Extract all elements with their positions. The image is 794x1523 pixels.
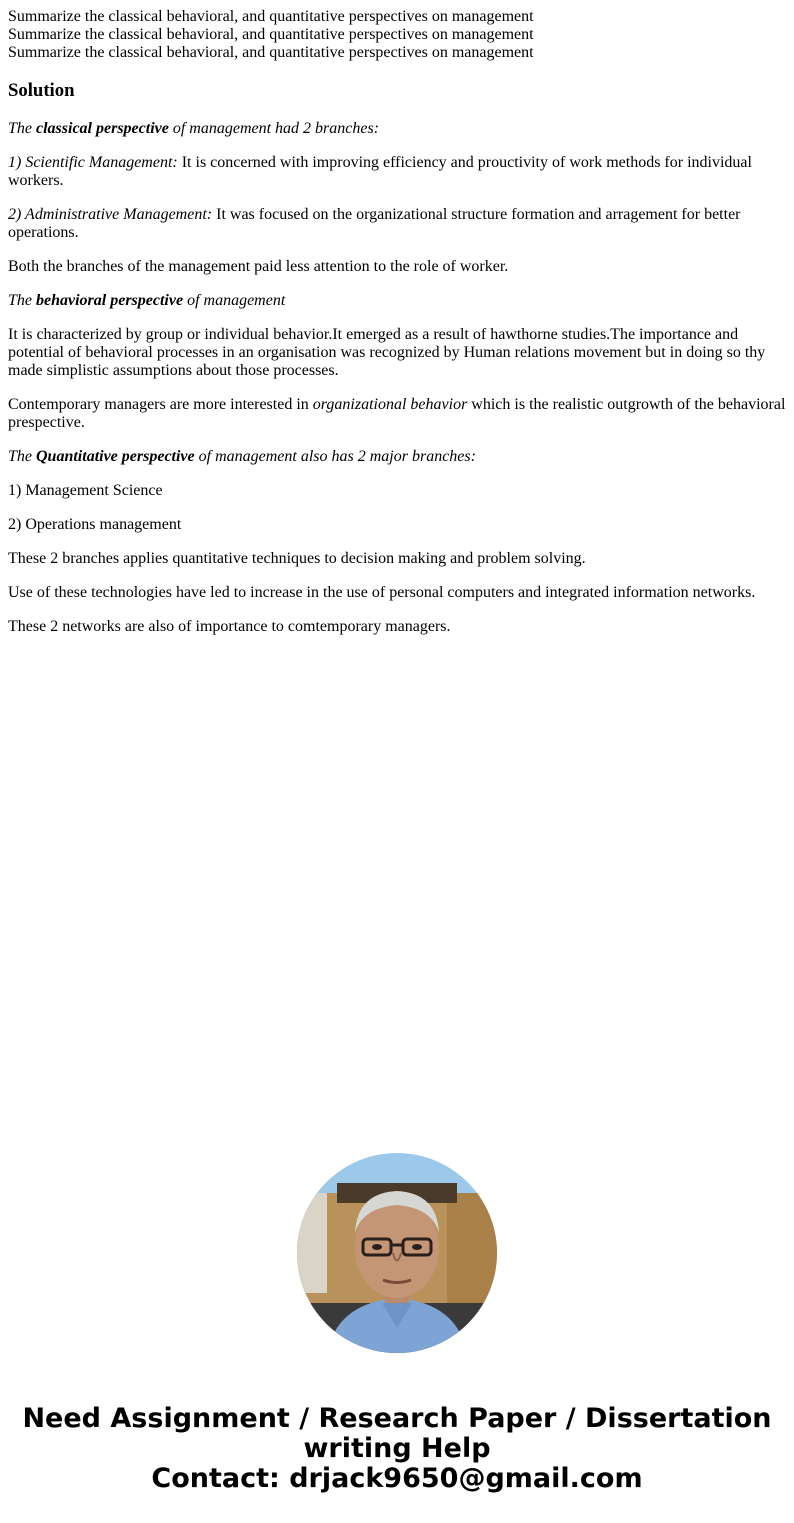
classical-intro	[8, 120, 788, 138]
behavioral-intro-bold: behavioral perspective	[36, 292, 184, 309]
quantitative-intro	[8, 448, 788, 466]
contemporary-post: which is the realistic outgrowth of the behavioral prespective.	[8, 396, 786, 431]
administrative-management-label: 2) Administrative Management:	[8, 206, 213, 223]
administrative-management-text: It was focused on the organizational structure formation and arragement for better operations.	[8, 206, 741, 241]
classical-intro-bold: classical perspective	[36, 120, 169, 137]
avatar	[297, 1153, 497, 1353]
promo-line-1: Need Assignment / Research Paper / Dissertation	[22, 1403, 772, 1434]
document-body	[8, 8, 788, 652]
promo-banner	[0, 1404, 794, 1494]
classical-intro-pre: The	[8, 120, 36, 137]
contemporary-italic: organizational behavior	[312, 396, 468, 413]
question-line: Summarize the classical behavioral, and quantitative perspectives on management	[8, 26, 534, 43]
contemporary-paragraph	[8, 396, 788, 432]
behavioral-intro-pre: The	[8, 292, 36, 309]
quant-branch-2: 2) Operations management	[8, 516, 182, 533]
quantitative-intro-bold: Quantitative perspective	[36, 448, 195, 465]
behavioral-intro-post: of management	[183, 292, 286, 309]
promo-line-2: writing Help	[303, 1433, 491, 1464]
quantitative-intro-pre: The	[8, 448, 36, 465]
question-block	[8, 8, 788, 62]
quant-branch-1: 1) Management Science	[8, 482, 163, 499]
question-line: Summarize the classical behavioral, and quantitative perspectives on management	[8, 8, 534, 25]
contemporary-pre: Contemporary managers are more interested in	[8, 396, 313, 413]
question-line: Summarize the classical behavioral, and quantitative perspectives on management	[8, 44, 534, 61]
behavioral-intro	[8, 292, 788, 310]
tech-use-paragraph: Use of these technologies have led to increase in the use of personal computers and integrated information networks.	[8, 584, 756, 601]
quant-apply-paragraph: These 2 branches applies quantitative techniques to decision making and problem solving.	[8, 550, 586, 567]
behavioral-text-paragraph: It is characterized by group or individual behavior.It emerged as a result of hawthorne studies.The importance and potential of behavioral processes in an organisation was recognized by Human relations movement but in doing so thy made simplistic assumptions about those processes.	[8, 326, 766, 379]
classical-intro-post: of management had 2 branches:	[168, 120, 380, 137]
networks-paragraph: These 2 networks are also of importance to comtemporary managers.	[8, 618, 451, 635]
both-branches-paragraph: Both the branches of the management paid less attention to the role of worker.	[8, 258, 509, 275]
scientific-management-label: 1) Scientific Management:	[8, 154, 178, 171]
scientific-management-text: It is concerned with improving efficiency and prouctivity of work methods for individual workers.	[8, 154, 752, 189]
avatar-portrait-icon	[297, 1153, 497, 1353]
promo-contact: Contact: drjack9650@gmail.com	[151, 1463, 643, 1494]
scientific-management-paragraph	[8, 154, 788, 190]
solution-heading: Solution	[8, 80, 75, 101]
quantitative-intro-post: of management also has 2 major branches:	[194, 448, 476, 465]
administrative-management-paragraph	[8, 206, 788, 242]
